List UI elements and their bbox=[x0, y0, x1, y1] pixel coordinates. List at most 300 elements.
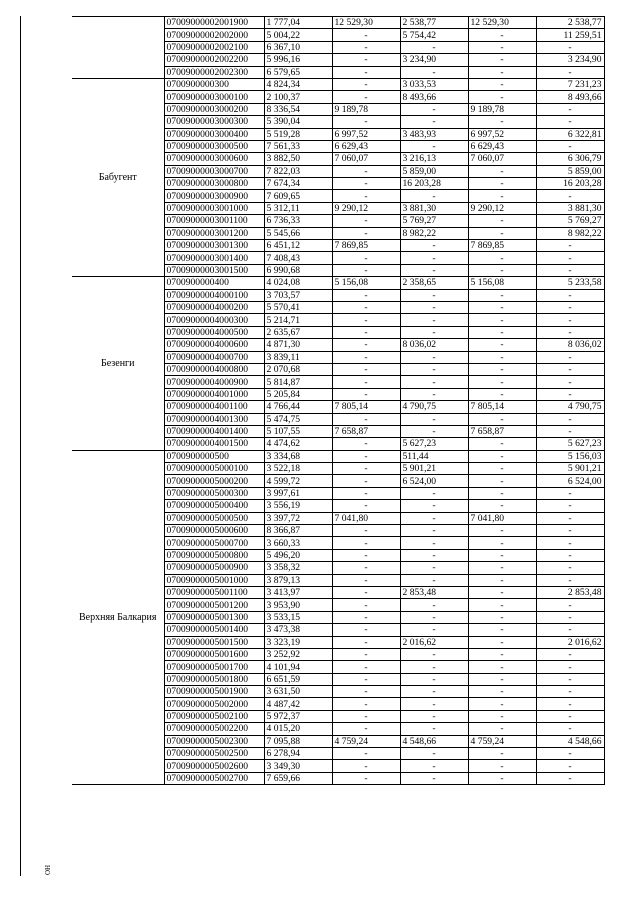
value-cell: 12 529,30 bbox=[468, 17, 536, 29]
value-cell: - bbox=[400, 487, 468, 499]
code-cell: 07009000005002300 bbox=[164, 735, 264, 747]
value-cell: 4 015,20 bbox=[264, 723, 332, 735]
code-cell: 07009000003000100 bbox=[164, 91, 264, 103]
code-cell: 07009000004000300 bbox=[164, 314, 264, 326]
value-cell: - bbox=[468, 586, 536, 598]
value-cell: - bbox=[332, 500, 400, 512]
code-cell: 07009000005000900 bbox=[164, 562, 264, 574]
value-cell: - bbox=[332, 264, 400, 276]
value-cell: - bbox=[400, 376, 468, 388]
value-cell: 5 627,23 bbox=[536, 438, 604, 450]
value-cell: - bbox=[332, 450, 400, 462]
code-cell: 07009000005002500 bbox=[164, 748, 264, 760]
value-cell: - bbox=[536, 351, 604, 363]
value-cell: 6 524,00 bbox=[400, 475, 468, 487]
code-cell: 07009000003000200 bbox=[164, 103, 264, 115]
value-cell: 8 982,22 bbox=[400, 227, 468, 239]
value-cell: 5 769,27 bbox=[400, 215, 468, 227]
code-cell: 07009000005001500 bbox=[164, 636, 264, 648]
value-cell: - bbox=[536, 388, 604, 400]
value-cell: - bbox=[332, 760, 400, 772]
value-cell: - bbox=[536, 562, 604, 574]
code-cell: 07009000005002700 bbox=[164, 772, 264, 784]
code-cell: 07009000004000600 bbox=[164, 339, 264, 351]
value-cell: - bbox=[468, 463, 536, 475]
value-cell: - bbox=[332, 648, 400, 660]
value-cell: - bbox=[536, 748, 604, 760]
value-cell: 7 060,07 bbox=[332, 153, 400, 165]
value-cell: - bbox=[400, 562, 468, 574]
code-cell: 07009000004000200 bbox=[164, 301, 264, 313]
value-cell: - bbox=[536, 264, 604, 276]
value-cell: 3 234,90 bbox=[400, 54, 468, 66]
value-cell: - bbox=[536, 240, 604, 252]
value-cell: 5 156,03 bbox=[536, 450, 604, 462]
value-cell: - bbox=[400, 760, 468, 772]
value-cell: - bbox=[400, 425, 468, 437]
value-cell: 4 474,62 bbox=[264, 438, 332, 450]
value-cell: 4 766,44 bbox=[264, 401, 332, 413]
value-cell: 4 871,30 bbox=[264, 339, 332, 351]
code-cell: 07009000003001400 bbox=[164, 252, 264, 264]
value-cell: - bbox=[332, 574, 400, 586]
value-cell: 5 901,21 bbox=[400, 463, 468, 475]
code-cell: 0700900000500 bbox=[164, 450, 264, 462]
value-cell: 9 290,12 bbox=[468, 202, 536, 214]
code-cell: 07009000005000500 bbox=[164, 512, 264, 524]
value-cell: - bbox=[400, 289, 468, 301]
value-cell: - bbox=[332, 289, 400, 301]
value-cell: - bbox=[332, 252, 400, 264]
value-cell: 4 759,24 bbox=[332, 735, 400, 747]
value-cell: - bbox=[468, 178, 536, 190]
table-row bbox=[72, 17, 604, 29]
value-cell: - bbox=[400, 500, 468, 512]
value-cell: - bbox=[332, 463, 400, 475]
code-cell: 07009000003000400 bbox=[164, 128, 264, 140]
value-cell: 7 095,88 bbox=[264, 735, 332, 747]
code-cell: 07009000005001400 bbox=[164, 624, 264, 636]
value-cell: 9 290,12 bbox=[332, 202, 400, 214]
code-cell: 07009000003000800 bbox=[164, 178, 264, 190]
value-cell: 4 599,72 bbox=[264, 475, 332, 487]
code-cell: 07009000003000700 bbox=[164, 165, 264, 177]
code-cell: 07009000003001000 bbox=[164, 202, 264, 214]
value-cell: 16 203,28 bbox=[536, 178, 604, 190]
value-cell: - bbox=[332, 66, 400, 78]
value-cell: - bbox=[536, 723, 604, 735]
value-cell: - bbox=[536, 190, 604, 202]
code-cell: 07009000002002300 bbox=[164, 66, 264, 78]
value-cell: - bbox=[468, 326, 536, 338]
value-cell: 2 853,48 bbox=[536, 586, 604, 598]
value-cell: 4 548,66 bbox=[536, 735, 604, 747]
value-cell: 5 156,08 bbox=[332, 277, 400, 289]
value-cell: 3 660,33 bbox=[264, 537, 332, 549]
value-cell: - bbox=[332, 710, 400, 722]
value-cell: 3 881,30 bbox=[400, 202, 468, 214]
value-cell: - bbox=[332, 351, 400, 363]
value-cell: - bbox=[468, 599, 536, 611]
code-cell: 07009000005000400 bbox=[164, 500, 264, 512]
value-cell: - bbox=[400, 537, 468, 549]
value-cell: 6 278,94 bbox=[264, 748, 332, 760]
value-cell: - bbox=[468, 438, 536, 450]
value-cell: 2 538,77 bbox=[536, 17, 604, 29]
code-cell: 07009000004000500 bbox=[164, 326, 264, 338]
data-table bbox=[72, 16, 605, 785]
value-cell: - bbox=[400, 710, 468, 722]
side-margin-label: ОН bbox=[44, 864, 52, 876]
value-cell: - bbox=[468, 549, 536, 561]
value-cell: 3 703,57 bbox=[264, 289, 332, 301]
value-cell: - bbox=[536, 66, 604, 78]
value-cell: 7 805,14 bbox=[468, 401, 536, 413]
value-cell: - bbox=[332, 78, 400, 90]
value-cell: - bbox=[536, 363, 604, 375]
value-cell: 3 522,18 bbox=[264, 463, 332, 475]
value-cell: 7 041,80 bbox=[468, 512, 536, 524]
value-cell: - bbox=[536, 525, 604, 537]
value-cell: 6 629,43 bbox=[332, 140, 400, 152]
value-cell: - bbox=[332, 698, 400, 710]
value-cell: 3 397,72 bbox=[264, 512, 332, 524]
code-cell: 07009000003001300 bbox=[164, 240, 264, 252]
value-cell: - bbox=[468, 363, 536, 375]
value-cell: 6 997,52 bbox=[332, 128, 400, 140]
code-cell: 07009000004001500 bbox=[164, 438, 264, 450]
value-cell: - bbox=[536, 574, 604, 586]
value-cell: - bbox=[400, 301, 468, 313]
value-cell: - bbox=[468, 500, 536, 512]
value-cell: - bbox=[332, 227, 400, 239]
value-cell: - bbox=[536, 326, 604, 338]
value-cell: - bbox=[536, 772, 604, 784]
code-cell: 07009000003000900 bbox=[164, 190, 264, 202]
value-cell: 9 189,78 bbox=[332, 103, 400, 115]
value-cell: - bbox=[536, 698, 604, 710]
value-cell: 4 487,42 bbox=[264, 698, 332, 710]
value-cell: - bbox=[400, 673, 468, 685]
value-cell: 4 101,94 bbox=[264, 661, 332, 673]
value-cell: - bbox=[468, 673, 536, 685]
value-cell: 3 473,38 bbox=[264, 624, 332, 636]
value-cell: - bbox=[536, 413, 604, 425]
code-cell: 07009000003000500 bbox=[164, 140, 264, 152]
code-cell: 07009000004000100 bbox=[164, 289, 264, 301]
value-cell: 12 529,30 bbox=[332, 17, 400, 29]
value-cell: - bbox=[400, 240, 468, 252]
value-cell: - bbox=[536, 425, 604, 437]
value-cell: - bbox=[332, 636, 400, 648]
value-cell: - bbox=[400, 116, 468, 128]
value-cell: 5 205,84 bbox=[264, 388, 332, 400]
value-cell: - bbox=[468, 611, 536, 623]
value-cell: - bbox=[536, 624, 604, 636]
value-cell: - bbox=[468, 116, 536, 128]
value-cell: 7 041,80 bbox=[332, 512, 400, 524]
value-cell: 7 658,87 bbox=[468, 425, 536, 437]
value-cell: 2 853,48 bbox=[400, 586, 468, 598]
code-cell: 07009000005001100 bbox=[164, 586, 264, 598]
value-cell: 2 635,67 bbox=[264, 326, 332, 338]
value-cell: 6 579,65 bbox=[264, 66, 332, 78]
value-cell: 3 323,19 bbox=[264, 636, 332, 648]
value-cell: 5 859,00 bbox=[536, 165, 604, 177]
value-cell: - bbox=[468, 351, 536, 363]
value-cell: 4 759,24 bbox=[468, 735, 536, 747]
value-cell: 8 036,02 bbox=[400, 339, 468, 351]
value-cell: 6 306,79 bbox=[536, 153, 604, 165]
value-cell: 3 413,97 bbox=[264, 586, 332, 598]
code-cell: 07009000005001700 bbox=[164, 661, 264, 673]
value-cell: - bbox=[468, 772, 536, 784]
value-cell: 7 674,34 bbox=[264, 178, 332, 190]
value-cell: - bbox=[536, 549, 604, 561]
value-cell: - bbox=[400, 698, 468, 710]
value-cell: 5 233,58 bbox=[536, 277, 604, 289]
value-cell: 5 814,87 bbox=[264, 376, 332, 388]
code-cell: 07009000005000600 bbox=[164, 525, 264, 537]
value-cell: - bbox=[468, 562, 536, 574]
value-cell: - bbox=[332, 723, 400, 735]
value-cell: 2 100,37 bbox=[264, 91, 332, 103]
value-cell: - bbox=[400, 413, 468, 425]
value-cell: - bbox=[536, 500, 604, 512]
value-cell: - bbox=[468, 624, 536, 636]
value-cell: - bbox=[468, 29, 536, 41]
value-cell: 2 070,68 bbox=[264, 363, 332, 375]
code-cell: 07009000005000700 bbox=[164, 537, 264, 549]
value-cell: - bbox=[332, 29, 400, 41]
table-body bbox=[72, 17, 604, 785]
value-cell: - bbox=[468, 723, 536, 735]
value-cell: 6 524,00 bbox=[536, 475, 604, 487]
value-cell: - bbox=[468, 252, 536, 264]
value-cell: - bbox=[468, 487, 536, 499]
value-cell: - bbox=[332, 190, 400, 202]
value-cell: - bbox=[332, 54, 400, 66]
value-cell: 5 496,20 bbox=[264, 549, 332, 561]
value-cell: 8 036,02 bbox=[536, 339, 604, 351]
code-cell: 07009000002002100 bbox=[164, 41, 264, 53]
value-cell: - bbox=[332, 661, 400, 673]
value-cell: - bbox=[332, 413, 400, 425]
region-name-cell: Верхняя Балкария bbox=[72, 450, 164, 785]
value-cell: - bbox=[400, 512, 468, 524]
value-cell: 5 004,22 bbox=[264, 29, 332, 41]
value-cell: 5 996,16 bbox=[264, 54, 332, 66]
value-cell: - bbox=[536, 314, 604, 326]
table-row bbox=[72, 450, 604, 462]
code-cell: 07009000004001300 bbox=[164, 413, 264, 425]
value-cell: - bbox=[468, 376, 536, 388]
value-cell: - bbox=[332, 475, 400, 487]
value-cell: - bbox=[400, 264, 468, 276]
left-margin-line bbox=[20, 16, 21, 876]
value-cell: 5 545,66 bbox=[264, 227, 332, 239]
value-cell: - bbox=[468, 661, 536, 673]
value-cell: 3 483,93 bbox=[400, 128, 468, 140]
value-cell: - bbox=[332, 165, 400, 177]
code-cell: 0700900000300 bbox=[164, 78, 264, 90]
value-cell: - bbox=[400, 525, 468, 537]
value-cell: 7 659,66 bbox=[264, 772, 332, 784]
value-cell: 2 016,62 bbox=[400, 636, 468, 648]
value-cell: 3 997,61 bbox=[264, 487, 332, 499]
value-cell: - bbox=[468, 54, 536, 66]
value-cell: 5 474,75 bbox=[264, 413, 332, 425]
value-cell: - bbox=[332, 363, 400, 375]
code-cell: 07009000003000300 bbox=[164, 116, 264, 128]
value-cell: 5 859,00 bbox=[400, 165, 468, 177]
value-cell: - bbox=[332, 686, 400, 698]
value-cell: - bbox=[468, 289, 536, 301]
value-cell: - bbox=[468, 165, 536, 177]
value-cell: 11 259,51 bbox=[536, 29, 604, 41]
value-cell: - bbox=[400, 723, 468, 735]
value-cell: - bbox=[332, 624, 400, 636]
value-cell: - bbox=[332, 339, 400, 351]
value-cell: - bbox=[332, 178, 400, 190]
value-cell: 3 216,13 bbox=[400, 153, 468, 165]
code-cell: 07009000004000800 bbox=[164, 363, 264, 375]
value-cell: - bbox=[468, 450, 536, 462]
value-cell: - bbox=[332, 525, 400, 537]
value-cell: 2 538,77 bbox=[400, 17, 468, 29]
value-cell: - bbox=[332, 388, 400, 400]
value-cell: - bbox=[400, 648, 468, 660]
value-cell: 8 336,54 bbox=[264, 103, 332, 115]
value-cell: - bbox=[468, 301, 536, 313]
code-cell: 07009000005002100 bbox=[164, 710, 264, 722]
value-cell: - bbox=[332, 599, 400, 611]
value-cell: - bbox=[536, 611, 604, 623]
value-cell: - bbox=[468, 190, 536, 202]
code-cell: 07009000002002000 bbox=[164, 29, 264, 41]
value-cell: 7 658,87 bbox=[332, 425, 400, 437]
value-cell: 8 982,22 bbox=[536, 227, 604, 239]
value-cell: - bbox=[536, 376, 604, 388]
value-cell: - bbox=[536, 301, 604, 313]
value-cell: - bbox=[468, 698, 536, 710]
value-cell: - bbox=[400, 41, 468, 53]
value-cell: 7 231,23 bbox=[536, 78, 604, 90]
value-cell: - bbox=[400, 599, 468, 611]
code-cell: 07009000003001200 bbox=[164, 227, 264, 239]
value-cell: 3 953,90 bbox=[264, 599, 332, 611]
value-cell: 5 312,11 bbox=[264, 202, 332, 214]
value-cell: - bbox=[468, 388, 536, 400]
value-cell: - bbox=[332, 438, 400, 450]
value-cell: - bbox=[536, 710, 604, 722]
value-cell: - bbox=[536, 537, 604, 549]
value-cell: - bbox=[332, 611, 400, 623]
code-cell: 07009000005000800 bbox=[164, 549, 264, 561]
code-cell: 07009000005000200 bbox=[164, 475, 264, 487]
value-cell: - bbox=[400, 748, 468, 760]
value-cell: - bbox=[536, 686, 604, 698]
value-cell: 3 033,53 bbox=[400, 78, 468, 90]
code-cell: 07009000005001000 bbox=[164, 574, 264, 586]
value-cell: - bbox=[536, 252, 604, 264]
value-cell: - bbox=[332, 376, 400, 388]
value-cell: - bbox=[536, 648, 604, 660]
code-cell: 07009000004001400 bbox=[164, 425, 264, 437]
value-cell: - bbox=[468, 66, 536, 78]
value-cell: - bbox=[332, 586, 400, 598]
value-cell: - bbox=[400, 140, 468, 152]
value-cell: - bbox=[332, 116, 400, 128]
value-cell: - bbox=[468, 227, 536, 239]
value-cell: - bbox=[400, 103, 468, 115]
value-cell: - bbox=[332, 91, 400, 103]
value-cell: 7 805,14 bbox=[332, 401, 400, 413]
value-cell: - bbox=[468, 748, 536, 760]
value-cell: 3 358,32 bbox=[264, 562, 332, 574]
value-cell: 3 881,30 bbox=[536, 202, 604, 214]
value-cell: 6 367,10 bbox=[264, 41, 332, 53]
code-cell: 07009000005000100 bbox=[164, 463, 264, 475]
value-cell: 7 822,03 bbox=[264, 165, 332, 177]
value-cell: - bbox=[400, 772, 468, 784]
value-cell: 3 252,92 bbox=[264, 648, 332, 660]
value-cell: 5 519,28 bbox=[264, 128, 332, 140]
value-cell: 6 322,81 bbox=[536, 128, 604, 140]
value-cell: 2 016,62 bbox=[536, 636, 604, 648]
code-cell: 07009000005002200 bbox=[164, 723, 264, 735]
value-cell: 7 408,43 bbox=[264, 252, 332, 264]
value-cell: 7 869,85 bbox=[332, 240, 400, 252]
value-cell: 7 060,07 bbox=[468, 153, 536, 165]
code-cell: 07009000003000600 bbox=[164, 153, 264, 165]
value-cell: - bbox=[400, 611, 468, 623]
value-cell: - bbox=[332, 549, 400, 561]
value-cell: - bbox=[400, 686, 468, 698]
value-cell: 3 234,90 bbox=[536, 54, 604, 66]
code-cell: 07009000005001800 bbox=[164, 673, 264, 685]
value-cell: 6 736,33 bbox=[264, 215, 332, 227]
code-cell: 07009000003001100 bbox=[164, 215, 264, 227]
value-cell: 5 156,08 bbox=[468, 277, 536, 289]
value-cell: - bbox=[468, 760, 536, 772]
value-cell: - bbox=[400, 351, 468, 363]
value-cell: - bbox=[400, 624, 468, 636]
value-cell: - bbox=[400, 574, 468, 586]
value-cell: 4 790,75 bbox=[400, 401, 468, 413]
value-cell: - bbox=[536, 41, 604, 53]
region-name-cell bbox=[72, 17, 164, 79]
value-cell: 6 997,52 bbox=[468, 128, 536, 140]
value-cell: - bbox=[468, 264, 536, 276]
table-row bbox=[72, 78, 604, 90]
value-cell: 3 631,50 bbox=[264, 686, 332, 698]
value-cell: 4 790,75 bbox=[536, 401, 604, 413]
value-cell: - bbox=[400, 66, 468, 78]
value-cell: 5 754,42 bbox=[400, 29, 468, 41]
value-cell: - bbox=[468, 710, 536, 722]
value-cell: 6 990,68 bbox=[264, 264, 332, 276]
value-cell: - bbox=[468, 339, 536, 351]
value-cell: 6 629,43 bbox=[468, 140, 536, 152]
value-cell: - bbox=[536, 116, 604, 128]
value-cell: 3 556,19 bbox=[264, 500, 332, 512]
value-cell: - bbox=[400, 252, 468, 264]
code-cell: 07009000004000700 bbox=[164, 351, 264, 363]
value-cell: - bbox=[400, 661, 468, 673]
value-cell: 9 189,78 bbox=[468, 103, 536, 115]
value-cell: 5 972,37 bbox=[264, 710, 332, 722]
